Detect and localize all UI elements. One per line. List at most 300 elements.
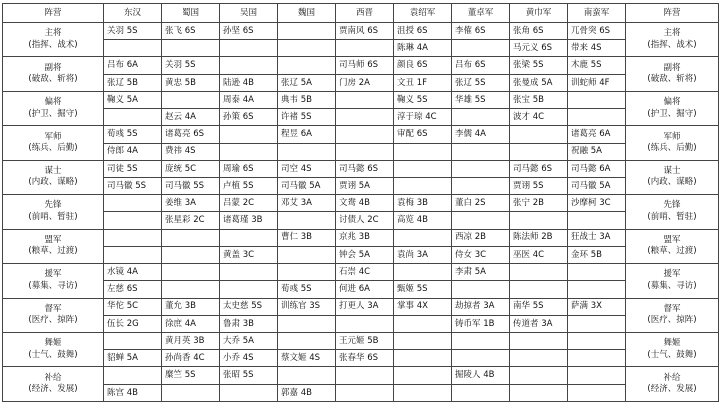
general-cell <box>336 315 394 332</box>
general-cell: 张辽 5B <box>104 74 162 91</box>
general-cell <box>568 109 626 126</box>
general-cell: 蔡文姬 4S <box>278 350 336 367</box>
general-cell <box>452 40 510 57</box>
general-cell: 姜维 3A <box>162 195 220 212</box>
general-cell: 司马懿 6S <box>510 160 568 177</box>
general-cell: 张辽 5A <box>278 74 336 91</box>
general-cell <box>568 281 626 298</box>
general-cell: 黄月英 3B <box>162 332 220 349</box>
role-label-left <box>3 23 104 57</box>
role-desc: (护卫、掘守) <box>647 108 697 119</box>
general-cell: 孙策 6S <box>220 109 278 126</box>
general-cell: 黄盖 3C <box>220 246 278 263</box>
general-cell <box>568 332 626 349</box>
role-row <box>3 23 719 40</box>
general-cell: 侍郎 4A <box>104 143 162 160</box>
role-label-right <box>626 229 719 263</box>
general-cell: 南华 5S <box>510 298 568 315</box>
general-cell <box>162 246 220 263</box>
general-cell <box>452 143 510 160</box>
general-cell: 打更人 3A <box>336 298 394 315</box>
role-row <box>3 40 719 57</box>
general-cell: 西凉 2B <box>452 229 510 246</box>
role-desc: (粮草、过渡) <box>647 246 697 257</box>
role-name: 主将 <box>44 28 62 39</box>
general-cell <box>104 195 162 212</box>
general-cell: 诸葛亮 6S <box>162 126 220 143</box>
general-cell: 司马徽 5A <box>568 177 626 194</box>
role-row <box>3 229 719 246</box>
role-row <box>3 177 719 194</box>
general-cell: 带来 4S <box>568 40 626 57</box>
role-desc: (破敌、斩将) <box>28 74 78 85</box>
general-cell: 小乔 4S <box>220 350 278 367</box>
role-name: 督军 <box>663 303 681 314</box>
general-cell <box>452 109 510 126</box>
faction-header: 董卓军 <box>452 4 510 23</box>
general-cell: 华佗 5C <box>104 298 162 315</box>
role-desc: (前哨、暂驻) <box>647 211 697 222</box>
header-corner-left: 阵营 <box>3 4 104 23</box>
role-name: 督军 <box>44 303 62 314</box>
general-cell: 卢植 5S <box>220 177 278 194</box>
role-name: 先锋 <box>663 200 681 211</box>
general-cell: 沙摩柯 3C <box>568 195 626 212</box>
general-cell: 王元姬 5B <box>336 332 394 349</box>
general-cell: 庞统 5C <box>162 160 220 177</box>
general-cell: 董允 3B <box>162 298 220 315</box>
role-row <box>3 109 719 126</box>
general-cell: 张飞 6S <box>162 23 220 40</box>
general-cell: 黄忠 5B <box>162 74 220 91</box>
general-cell <box>104 367 162 384</box>
general-cell: 马元义 6S <box>510 40 568 57</box>
general-cell: 程昱 6A <box>278 126 336 143</box>
general-cell: 训练官 3S <box>278 298 336 315</box>
general-cell: 糜竺 5S <box>162 367 220 384</box>
general-cell: 京兆 3B <box>336 229 394 246</box>
general-cell: 张宁 2B <box>510 195 568 212</box>
role-label-left <box>3 367 104 402</box>
general-cell <box>452 350 510 367</box>
general-cell: 掘陵人 4B <box>452 367 510 384</box>
general-cell: 华雄 5S <box>452 91 510 108</box>
general-cell <box>162 229 220 246</box>
general-cell: 诸葛亮 6A <box>568 126 626 143</box>
general-cell: 大乔 5A <box>220 332 278 349</box>
general-cell <box>568 315 626 332</box>
faction-header: 袁绍军 <box>394 4 452 23</box>
general-cell: 袁尚 3A <box>394 246 452 263</box>
role-desc: (指挥、战术) <box>647 39 697 50</box>
role-name: 盟军 <box>44 234 62 245</box>
role-label-right <box>626 298 719 332</box>
role-desc: (士气、鼓舞) <box>647 349 697 360</box>
general-cell: 兀骨突 6S <box>568 23 626 40</box>
general-cell: 司马师 6S <box>336 57 394 74</box>
general-cell: 钟会 5A <box>336 246 394 263</box>
general-cell <box>162 40 220 57</box>
general-cell: 许褚 5S <box>278 109 336 126</box>
general-cell <box>278 212 336 229</box>
role-label-left <box>3 332 104 366</box>
general-cell <box>394 332 452 349</box>
role-desc: (募集、寻访) <box>647 280 697 291</box>
general-cell: 典韦 5B <box>278 91 336 108</box>
general-cell <box>278 143 336 160</box>
general-cell <box>394 229 452 246</box>
role-desc: (医疗、掠阵) <box>28 315 78 326</box>
role-name: 谋士 <box>44 166 62 176</box>
faction-header: 魏国 <box>278 4 336 23</box>
role-label-right <box>626 195 719 229</box>
general-cell: 门房 2A <box>336 74 394 91</box>
role-row <box>3 160 719 177</box>
role-row <box>3 315 719 332</box>
general-cell: 关羽 5S <box>162 57 220 74</box>
role-row <box>3 264 719 281</box>
general-cell <box>394 143 452 160</box>
general-cell <box>336 91 394 108</box>
roster-body <box>3 23 719 402</box>
role-desc: (经济、发展) <box>28 384 78 395</box>
role-name: 援军 <box>663 269 681 280</box>
role-name: 副将 <box>44 62 62 73</box>
general-cell <box>452 332 510 349</box>
general-cell: 劫掠者 3A <box>452 298 510 315</box>
role-desc: (练兵、后勤) <box>647 143 697 154</box>
general-cell: 司马懿 6S <box>336 160 394 177</box>
role-desc: (经济、发展) <box>647 384 697 395</box>
general-cell <box>510 281 568 298</box>
role-row <box>3 91 719 108</box>
general-cell: 贾诩 5A <box>336 177 394 194</box>
general-cell <box>278 332 336 349</box>
general-cell <box>336 126 394 143</box>
general-cell: 邓艾 3A <box>278 195 336 212</box>
general-cell: 文鸯 4B <box>336 195 394 212</box>
role-label-left <box>3 229 104 263</box>
general-cell: 侍女 3C <box>452 246 510 263</box>
role-name: 副将 <box>663 62 681 73</box>
general-cell <box>278 57 336 74</box>
general-cell: 曹仁 3B <box>278 229 336 246</box>
general-cell <box>568 350 626 367</box>
header-row <box>3 4 719 23</box>
role-row <box>3 143 719 160</box>
header-corner-right: 阵营 <box>626 4 719 23</box>
general-cell <box>510 332 568 349</box>
role-desc: (破敌、斩将) <box>647 74 697 85</box>
role-name: 盟军 <box>663 234 681 245</box>
general-cell <box>336 109 394 126</box>
general-cell <box>278 315 336 332</box>
general-cell: 司马徽 5S <box>104 177 162 194</box>
general-cell <box>394 315 452 332</box>
role-row <box>3 57 719 74</box>
faction-header: 东汉 <box>104 4 162 23</box>
general-cell: 孙坚 6S <box>220 23 278 40</box>
general-cell <box>510 350 568 367</box>
role-desc: (内政、谋略) <box>647 177 697 188</box>
role-row <box>3 332 719 349</box>
general-cell: 孙尚香 4C <box>162 350 220 367</box>
general-cell <box>452 177 510 194</box>
general-cell: 鲁肃 3B <box>220 315 278 332</box>
general-cell <box>510 212 568 229</box>
general-cell: 陈法师 2B <box>510 229 568 246</box>
general-cell: 传道者 3A <box>510 315 568 332</box>
general-cell <box>394 384 452 401</box>
general-cell <box>104 332 162 349</box>
role-name: 舞姬 <box>44 338 62 349</box>
general-cell: 荀彧 5S <box>278 281 336 298</box>
general-cell: 训蛇师 4F <box>568 74 626 91</box>
general-cell <box>336 40 394 57</box>
general-cell: 费祎 4S <box>162 143 220 160</box>
general-cell <box>220 40 278 57</box>
general-cell: 貂蝉 5A <box>104 350 162 367</box>
general-cell: 铸币军 1B <box>452 315 510 332</box>
general-cell <box>278 367 336 384</box>
general-cell <box>568 384 626 401</box>
role-name: 先锋 <box>44 200 62 211</box>
role-label-right <box>626 160 719 194</box>
roster-table <box>2 3 719 402</box>
general-cell <box>220 229 278 246</box>
general-cell <box>162 91 220 108</box>
general-cell: 木鹿 5S <box>568 57 626 74</box>
general-cell: 司马懿 6A <box>568 160 626 177</box>
role-desc: (前哨、暂驻) <box>28 211 78 222</box>
role-desc: (募集、寻访) <box>28 280 78 291</box>
general-cell: 陆逊 4B <box>220 74 278 91</box>
general-cell: 司徒 5S <box>104 160 162 177</box>
general-cell: 贾诩 5S <box>510 177 568 194</box>
general-cell <box>510 126 568 143</box>
general-cell <box>394 367 452 384</box>
role-desc: (指挥、战术) <box>28 39 78 50</box>
general-cell: 郭嘉 4B <box>278 384 336 401</box>
general-cell: 波才 4C <box>510 109 568 126</box>
general-cell: 李儒 4A <box>452 126 510 143</box>
role-desc: (医疗、掠阵) <box>647 315 697 326</box>
general-cell: 赵云 4A <box>162 109 220 126</box>
general-cell <box>394 160 452 177</box>
role-row <box>3 195 719 212</box>
general-cell <box>220 384 278 401</box>
general-cell <box>220 143 278 160</box>
role-name: 主将 <box>663 28 681 39</box>
role-name: 援军 <box>44 269 62 280</box>
general-cell: 荀彧 5S <box>104 126 162 143</box>
general-cell <box>162 264 220 281</box>
general-cell: 金环 5B <box>568 246 626 263</box>
role-name: 军师 <box>663 131 681 142</box>
general-cell: 石崇 4C <box>336 264 394 281</box>
general-cell: 张昭 5S <box>220 367 278 384</box>
general-cell: 张曼成 5A <box>510 74 568 91</box>
general-cell <box>568 212 626 229</box>
general-cell <box>394 177 452 194</box>
general-cell: 吕布 6S <box>452 57 510 74</box>
general-cell: 司马徽 5A <box>278 177 336 194</box>
faction-header: 蜀国 <box>162 4 220 23</box>
faction-header: 西晋 <box>336 4 394 23</box>
general-cell: 讨债人 2C <box>336 212 394 229</box>
general-cell <box>278 40 336 57</box>
general-cell: 吕蒙 2C <box>220 195 278 212</box>
role-label-left <box>3 57 104 91</box>
general-cell <box>162 384 220 401</box>
general-cell <box>336 384 394 401</box>
role-row <box>3 350 719 367</box>
general-cell: 祝融 5A <box>568 143 626 160</box>
role-label-left <box>3 91 104 125</box>
role-desc: (练兵、后勤) <box>28 143 78 154</box>
role-desc: (内政、谋略) <box>28 177 78 188</box>
role-label-right <box>626 91 719 125</box>
general-cell: 张宝 5B <box>510 91 568 108</box>
role-label-right <box>626 57 719 91</box>
general-cell <box>278 246 336 263</box>
general-cell: 左慈 6S <box>104 281 162 298</box>
role-name: 军师 <box>44 131 62 142</box>
general-cell: 贾南风 6S <box>336 23 394 40</box>
role-name: 舞姬 <box>663 338 681 349</box>
role-name: 偏将 <box>44 97 62 108</box>
general-cell <box>220 281 278 298</box>
role-row <box>3 367 719 384</box>
general-cell: 淳于琼 4C <box>394 109 452 126</box>
general-cell: 周瑜 6S <box>220 160 278 177</box>
general-cell: 巫医 4C <box>510 246 568 263</box>
general-cell <box>162 281 220 298</box>
general-cell <box>510 384 568 401</box>
general-cell <box>278 264 336 281</box>
general-cell <box>104 229 162 246</box>
general-cell <box>568 91 626 108</box>
general-cell <box>510 143 568 160</box>
role-label-right <box>626 332 719 366</box>
general-cell <box>394 264 452 281</box>
general-cell <box>452 281 510 298</box>
general-cell: 何进 6A <box>336 281 394 298</box>
general-cell: 张辽 5S <box>452 74 510 91</box>
general-cell: 文丑 1F <box>394 74 452 91</box>
role-row <box>3 74 719 91</box>
general-cell: 狂战士 3A <box>568 229 626 246</box>
role-row <box>3 384 719 401</box>
role-label-right <box>626 264 719 298</box>
general-cell: 诸葛瑾 3B <box>220 212 278 229</box>
general-cell <box>220 57 278 74</box>
general-cell <box>452 160 510 177</box>
general-cell <box>336 143 394 160</box>
faction-header: 南蛮军 <box>568 4 626 23</box>
general-cell <box>452 384 510 401</box>
general-cell: 萨满 3X <box>568 298 626 315</box>
role-label-right <box>626 126 719 160</box>
role-row <box>3 212 719 229</box>
role-row <box>3 281 719 298</box>
general-cell <box>278 23 336 40</box>
general-cell: 徐庶 4A <box>162 315 220 332</box>
role-label-right <box>626 23 719 57</box>
role-label-right <box>626 367 719 402</box>
general-cell <box>452 212 510 229</box>
general-cell: 张角 6S <box>510 23 568 40</box>
general-cell: 审配 6S <box>394 126 452 143</box>
general-cell: 陈宫 4B <box>104 384 162 401</box>
general-cell: 高览 4B <box>394 212 452 229</box>
general-cell: 鞠义 5A <box>104 91 162 108</box>
role-row <box>3 126 719 143</box>
general-cell: 吕布 6A <box>104 57 162 74</box>
general-cell <box>104 40 162 57</box>
role-row <box>3 246 719 263</box>
general-cell <box>336 367 394 384</box>
general-cell: 司空 4S <box>278 160 336 177</box>
role-label-left <box>3 126 104 160</box>
general-cell <box>568 264 626 281</box>
general-cell: 董白 2S <box>452 195 510 212</box>
general-cell <box>568 367 626 384</box>
role-label-left <box>3 298 104 332</box>
role-label-left <box>3 195 104 229</box>
general-cell: 周泰 4A <box>220 91 278 108</box>
role-label-left <box>3 160 104 194</box>
general-cell: 水镜 4A <box>104 264 162 281</box>
role-row <box>3 298 719 315</box>
role-name: 补给 <box>663 372 681 383</box>
role-name: 偏将 <box>663 97 681 108</box>
general-cell: 太史慈 5S <box>220 298 278 315</box>
general-cell: 关羽 5S <box>104 23 162 40</box>
general-cell: 甄姬 5S <box>394 281 452 298</box>
general-cell <box>104 212 162 229</box>
role-name: 谋士 <box>663 166 681 176</box>
general-cell: 李傕 6S <box>452 23 510 40</box>
role-name: 补给 <box>44 372 62 383</box>
general-cell: 司马徽 5S <box>162 177 220 194</box>
general-cell <box>220 264 278 281</box>
general-cell: 鞠义 5S <box>394 91 452 108</box>
general-cell <box>510 264 568 281</box>
general-cell: 陈琳 4A <box>394 40 452 57</box>
general-cell <box>394 350 452 367</box>
role-label-left <box>3 264 104 298</box>
general-cell: 沮授 6S <box>394 23 452 40</box>
general-cell: 伍长 2G <box>104 315 162 332</box>
general-cell <box>104 109 162 126</box>
general-cell: 张春华 6S <box>336 350 394 367</box>
general-cell: 颜良 6S <box>394 57 452 74</box>
general-cell: 李肃 5A <box>452 264 510 281</box>
general-cell: 掌事 4X <box>394 298 452 315</box>
role-desc: (士气、鼓舞) <box>28 349 78 360</box>
faction-header: 吴国 <box>220 4 278 23</box>
role-desc: (护卫、掘守) <box>28 108 78 119</box>
general-cell: 张星彩 2C <box>162 212 220 229</box>
general-cell <box>220 126 278 143</box>
faction-header: 黄巾军 <box>510 4 568 23</box>
general-cell: 张梁 5S <box>510 57 568 74</box>
role-desc: (粮草、过渡) <box>28 246 78 257</box>
general-cell <box>510 367 568 384</box>
general-cell: 袁梅 3B <box>394 195 452 212</box>
general-cell <box>104 246 162 263</box>
